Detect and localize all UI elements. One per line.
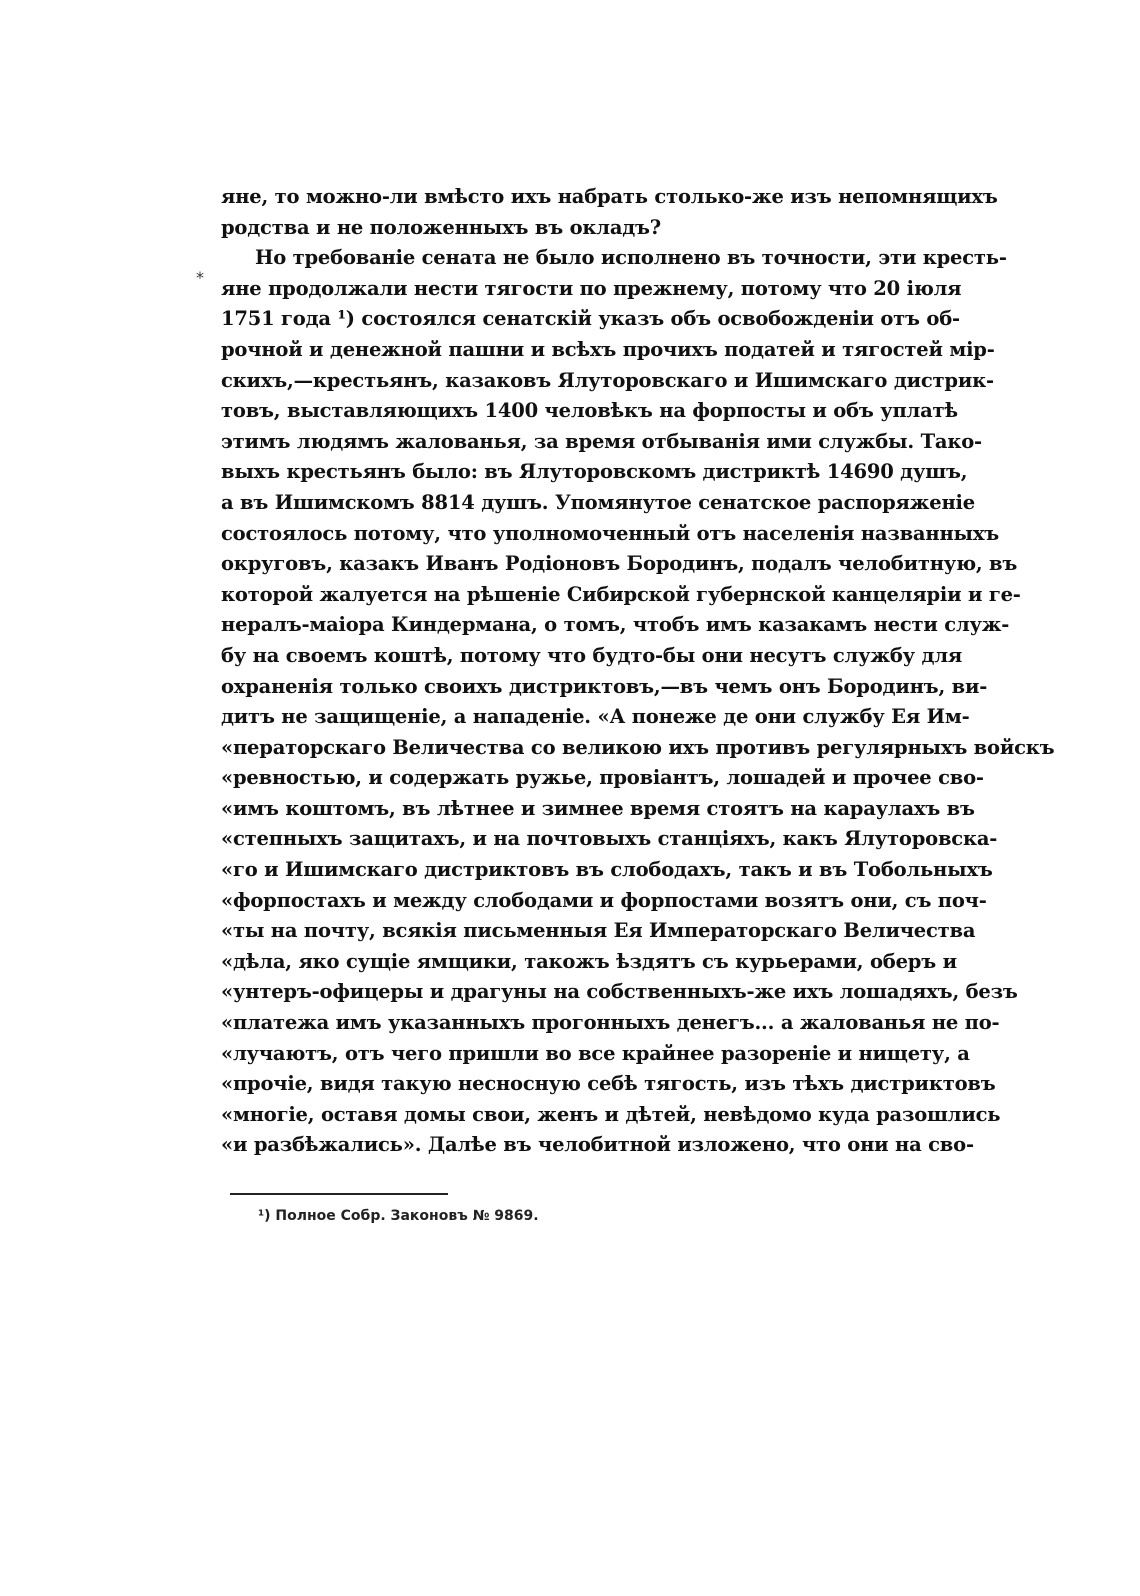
text-line: «ператорскаго Величества со великою ихъ противъ регулярныхъ войскъ	[221, 735, 1055, 759]
text-line: скихъ,—крестьянъ, казаковъ Ялуторовскаго и Ишимскаго дистрик-	[221, 368, 994, 392]
text-line: «степныхъ защитахъ, и на почтовыхъ станціяхъ, какъ Ялуторовска-	[221, 827, 998, 851]
footnote: ¹) Полное Собр. Законовъ № 9869.	[258, 1208, 539, 1224]
text-line: «имъ коштомъ, въ лѣтнее и зимнее время стоятъ на караулахъ въ	[221, 796, 975, 820]
text-line: нералъ-маіора Киндермана, о томъ, чтобъ имъ казакамъ нести служ-	[221, 613, 1010, 637]
text-line: товъ, выставляющихъ 1400 человѣкъ на форпосты и объ уплатѣ	[221, 399, 958, 423]
text-line: «лучаютъ, отъ чего пришли во все крайнее разореніе и нищету, а	[221, 1041, 970, 1065]
text-line: округовъ, казакъ Иванъ Родіоновъ Бородинъ, подалъ челобитную, въ	[221, 552, 1018, 576]
text-line: «унтеръ-офицеры и драгуны на собственныхъ-же ихъ лошадяхъ, безъ	[221, 980, 1018, 1004]
text-line: «прочіе, видя такую несносную себѣ тягость, изъ тѣхъ дистриктовъ	[221, 1072, 996, 1096]
text-line: яне, то можно-ли вмѣсто ихъ набрать столько-же изъ непомнящихъ	[221, 185, 998, 208]
text-line: дитъ не защищеніе, а нападеніе. «А понеже де они службу Ея Им-	[221, 705, 970, 729]
text-line: а въ Ишимскомъ 8814 душъ. Упомянутое сенатское распоряженіе	[221, 490, 975, 514]
text-line: Но требованіе сената не было исполнено въ точности, эти кресть-	[255, 246, 1007, 270]
text-line: родства и не положенныхъ въ окладъ?	[221, 215, 662, 239]
text-line: «платежа имъ указанныхъ прогонныхъ денегъ... а жалованья не по-	[221, 1011, 1000, 1035]
text-line: бу на своемъ коштѣ, потому что будто-бы они несутъ службу для	[221, 643, 963, 667]
text-line: «форпостахъ и между слободами и форпостами возятъ они, съ поч-	[221, 888, 987, 912]
text-line: «дѣла, яко сущіе ямщики, такожъ ѣздятъ съ курьерами, оберъ и	[221, 949, 957, 973]
text-line: рочной и денежной пашни и всѣхъ прочихъ податей и тягостей мір-	[221, 337, 995, 361]
text-line: которой жалуется на рѣшеніе Сибирской губернской канцеляріи и ге-	[221, 582, 1021, 606]
footnote-rule	[230, 1193, 448, 1195]
text-line: 1751 года ¹) состоялся сенатскій указъ объ освобожденіи отъ об-	[221, 307, 960, 331]
text-line: «многіе, оставя домы свои, женъ и дѣтей, невѣдомо куда разошлись	[221, 1102, 1001, 1126]
text-line: «ты на почту, всякія письменныя Ея Императорскаго Величества	[221, 919, 976, 943]
text-line: этимъ людямъ жалованья, за время отбыванія ими службы. Тако-	[221, 429, 982, 453]
main-text	[221, 182, 1055, 1161]
margin-mark: *	[196, 268, 204, 287]
text-line: «ревностью, и содержать ружье, провіантъ, лошадей и прочее сво-	[221, 766, 984, 790]
text-line: выхъ крестьянъ было: въ Ялуторовскомъ дистриктѣ 14690 душъ,	[221, 460, 968, 484]
text-line: «и разбѣжались». Далѣе въ челобитной изложено, что они на сво-	[221, 1133, 974, 1157]
text-line: охраненія только своихъ дистриктовъ,—въ чемъ онъ Бородинъ, ви-	[221, 674, 988, 698]
text-line: состоялось потому, что уполномоченный отъ населенія названныхъ	[221, 521, 1000, 545]
text-line: яне продолжали нести тягости по прежнему, потому что 20 іюля	[221, 276, 962, 300]
text-line: «го и Ишимскаго дистриктовъ въ слободахъ, такъ и въ Тобольныхъ	[221, 858, 993, 882]
